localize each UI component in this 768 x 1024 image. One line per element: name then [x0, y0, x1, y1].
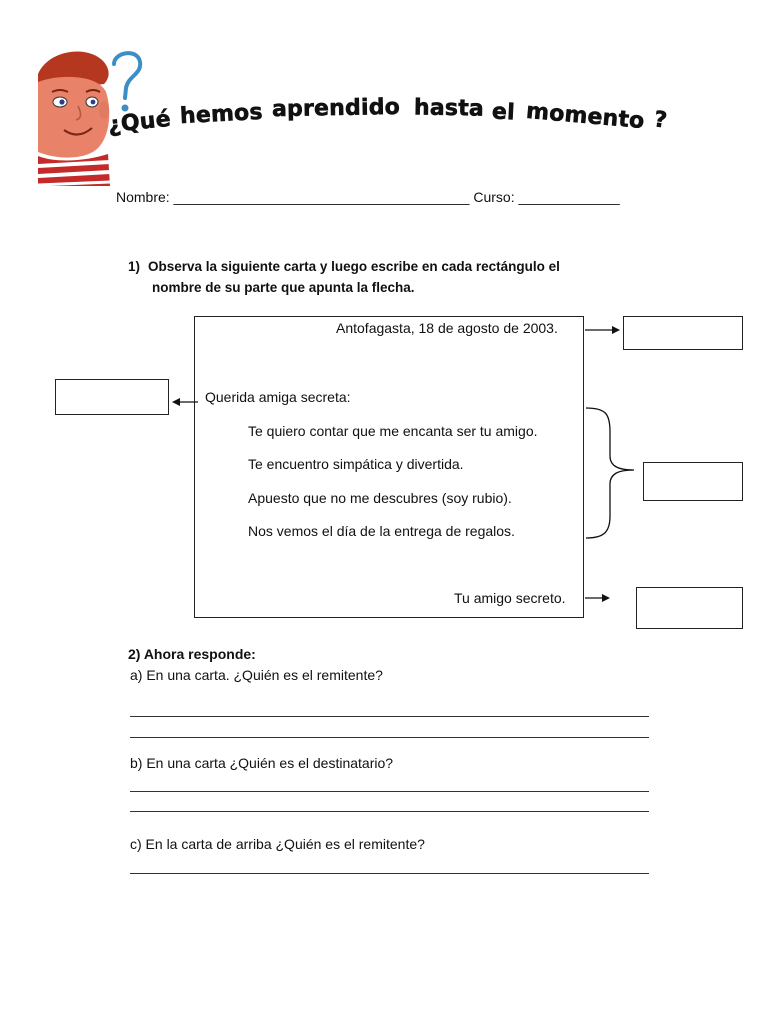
answer-line[interactable]	[130, 811, 649, 812]
curso-label: Curso:	[473, 189, 515, 205]
answer-box-body[interactable]	[643, 462, 743, 501]
question-number: 1)	[128, 259, 141, 274]
arrow-head	[172, 398, 180, 406]
letter-place-date: Antofagasta, 18 de agosto de 2003.	[336, 320, 558, 336]
name-course-row	[116, 189, 620, 205]
answer-line[interactable]	[130, 791, 649, 792]
nombre-label: Nombre:	[116, 189, 170, 205]
letter-greeting: Querida amiga secreta:	[205, 389, 351, 405]
page-title	[108, 96, 708, 156]
answer-box-greeting[interactable]	[55, 379, 169, 415]
letter-body-line: Te encuentro simpática y divertida.	[248, 456, 464, 472]
letter-body-line: Nos vemos el día de la entrega de regalos.	[248, 523, 515, 539]
question-mark-icon	[114, 53, 140, 98]
question-2a: a) En una carta. ¿Quién es el remitente?	[130, 667, 383, 683]
curso-field[interactable]: _____________	[518, 189, 620, 205]
nombre-field[interactable]: ______________________________________	[173, 189, 470, 205]
letter-body-line: Apuesto que no me descubres (soy rubio).	[248, 490, 512, 506]
title-word: el	[491, 99, 516, 126]
title-word: hemos	[179, 99, 264, 130]
question-1	[128, 256, 614, 298]
question-2c: c) En la carta de arriba ¿Quién es el remitente?	[130, 836, 425, 852]
answer-line[interactable]	[130, 873, 649, 874]
answer-line[interactable]	[130, 716, 649, 717]
title-word: aprendido	[271, 94, 401, 123]
question-1-line1: Observa la siguiente carta y luego escribe en cada rectángulo el	[148, 259, 560, 274]
question-1-line2: nombre de su parte que apunta la flecha.	[152, 280, 415, 295]
title-word: ¿Qué	[106, 106, 172, 139]
answer-line[interactable]	[130, 737, 649, 738]
letter-body-line: Te quiero contar que me encanta ser tu amigo.	[248, 423, 538, 439]
question-2b: b) En una carta ¿Quién es el destinatario?	[130, 755, 394, 771]
arrow-head	[612, 326, 620, 334]
answer-box-signature[interactable]	[636, 587, 743, 629]
brace-body	[586, 408, 634, 538]
arrow-head	[602, 594, 610, 602]
title-word: hasta	[413, 95, 485, 122]
answer-box-place-date[interactable]	[623, 316, 743, 350]
question-2-heading: 2) Ahora responde:	[128, 646, 256, 662]
title-word: ?	[652, 107, 669, 134]
title-word: momento	[525, 98, 646, 135]
letter-signature: Tu amigo secreto.	[454, 590, 566, 606]
